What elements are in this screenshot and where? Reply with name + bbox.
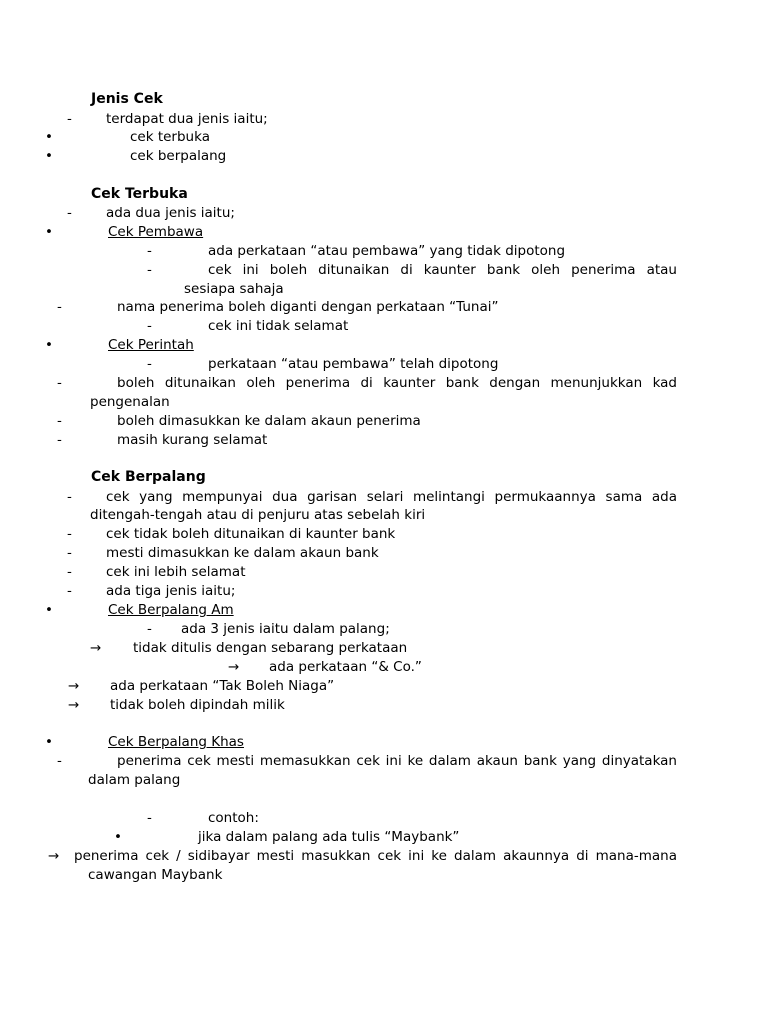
list-item: tidak ditulis dengan sebarang perkataan xyxy=(133,640,408,656)
arrow-icon: → xyxy=(68,678,80,694)
list-item-continuation: cawangan Maybank xyxy=(88,867,223,883)
heading-jenis-cek: Jenis Cek xyxy=(91,91,163,107)
list-item: cek ini lebih selamat xyxy=(106,564,246,580)
list-item: cek yang mempunyai dua garisan selari melintangi permukaannya sama ada xyxy=(106,489,677,505)
dash-marker: - xyxy=(147,621,152,637)
list-item-continuation: pengenalan xyxy=(90,394,170,410)
list-item-continuation: sesiapa sahaja xyxy=(184,281,284,297)
dash-marker: - xyxy=(57,413,62,429)
list-item: penerima cek mesti memasukkan cek ini ke dalam akaun bank yang dinyatakan xyxy=(117,753,677,769)
bullet-marker: • xyxy=(45,734,53,750)
dash-marker: - xyxy=(57,432,62,448)
list-item: ada perkataan “Tak Boleh Niaga” xyxy=(110,678,335,694)
bullet-marker: • xyxy=(45,224,53,240)
dash-marker: - xyxy=(67,583,72,599)
arrow-icon: → xyxy=(90,640,102,656)
bullet-marker: • xyxy=(45,148,53,164)
dash-marker: - xyxy=(147,318,152,334)
list-item: ada tiga jenis iaitu; xyxy=(106,583,236,599)
subheading-cek-perintah: Cek Perintah xyxy=(108,337,194,353)
dash-marker: - xyxy=(147,810,152,826)
bullet-marker: • xyxy=(45,129,53,145)
dash-marker: - xyxy=(67,489,72,505)
list-item: cek tidak boleh ditunaikan di kaunter bank xyxy=(106,526,396,542)
subheading-cek-berpalang-am: Cek Berpalang Am xyxy=(108,602,234,618)
subheading-cek-pembawa: Cek Pembawa xyxy=(108,224,204,240)
bullet-marker: • xyxy=(45,337,53,353)
dash-marker: - xyxy=(57,375,62,391)
list-item-continuation: ditengah-tengah atau di penjuru atas sebelah kiri xyxy=(90,507,426,523)
arrow-icon: → xyxy=(68,697,80,713)
arrow-icon: → xyxy=(228,659,240,675)
dash-marker: - xyxy=(147,243,152,259)
dash-marker: - xyxy=(67,545,72,561)
dash-marker: - xyxy=(67,111,72,127)
list-item: ada perkataan “atau pembawa” yang tidak dipotong xyxy=(208,243,566,259)
heading-cek-terbuka: Cek Terbuka xyxy=(91,186,188,202)
dash-marker: - xyxy=(67,205,72,221)
heading-cek-berpalang: Cek Berpalang xyxy=(91,469,206,485)
list-item: cek ini boleh ditunaikan di kaunter bank oleh penerima atau xyxy=(208,262,677,278)
dash-marker: - xyxy=(57,753,62,769)
dash-marker: - xyxy=(57,299,62,315)
list-item: terdapat dua jenis iaitu; xyxy=(106,111,268,127)
subheading-cek-berpalang-khas: Cek Berpalang Khas xyxy=(108,734,244,750)
dash-marker: - xyxy=(147,356,152,372)
list-item: jika dalam palang ada tulis “Maybank” xyxy=(198,829,460,845)
list-item: ada 3 jenis iaitu dalam palang; xyxy=(181,621,390,637)
bullet-marker: • xyxy=(114,829,122,845)
list-item: ada perkataan “& Co.” xyxy=(269,659,422,675)
dash-marker: - xyxy=(147,262,152,278)
bullet-marker: • xyxy=(45,602,53,618)
dash-marker: - xyxy=(67,564,72,580)
list-item: nama penerima boleh diganti dengan perkataan “Tunai” xyxy=(117,299,499,315)
list-item: ada dua jenis iaitu; xyxy=(106,205,235,221)
list-item: masih kurang selamat xyxy=(117,432,268,448)
list-item: contoh: xyxy=(208,810,259,826)
list-item: cek ini tidak selamat xyxy=(208,318,349,334)
list-item: boleh ditunaikan oleh penerima di kaunter bank dengan menunjukkan kad xyxy=(117,375,677,391)
list-item: penerima cek / sidibayar mesti masukkan cek ini ke dalam akaunnya di mana-mana xyxy=(74,848,677,864)
list-item: mesti dimasukkan ke dalam akaun bank xyxy=(106,545,379,561)
list-item: boleh dimasukkan ke dalam akaun penerima xyxy=(117,413,421,429)
list-item: tidak boleh dipindah milik xyxy=(110,697,285,713)
list-item: perkataan “atau pembawa” telah dipotong xyxy=(208,356,499,372)
list-item: cek terbuka xyxy=(130,129,210,145)
dash-marker: - xyxy=(67,526,72,542)
list-item: cek berpalang xyxy=(130,148,227,164)
arrow-icon: → xyxy=(48,848,60,864)
list-item-continuation: dalam palang xyxy=(88,772,181,788)
